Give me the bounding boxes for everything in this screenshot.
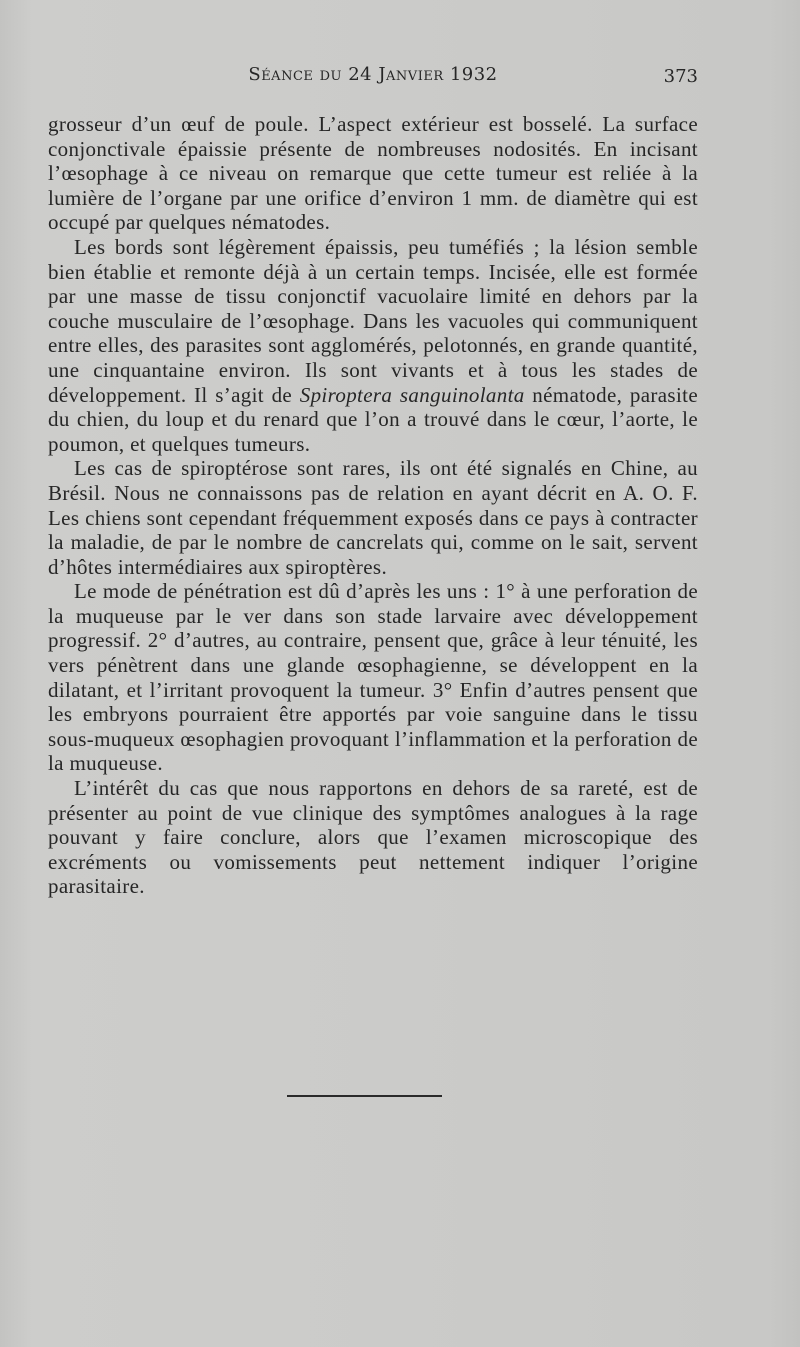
end-rule: [287, 1095, 442, 1097]
paragraph-2-continuation: nématode, parasite du chien, du loup et du renard que l’on a trouvé dans le cœur, l’aorte, le poumon, et quelques tumeurs.: [48, 382, 698, 456]
paragraph-1: grosseur d’un œuf de poule. L’aspect extérieur est bosselé. La surface conjonctivale épaissie présente de nombreuses nodosités. En incisant l’œsophage à ce niveau on remarque que cette tumeur est reliée à la lumière de l’organe par une orifice d’environ 1 mm. de diamètre qui est occupé par quelques nématodes.: [48, 112, 698, 235]
paragraph-2: [48, 235, 698, 456]
page-number: 373: [663, 66, 698, 87]
paragraph-2-text: Les bords sont légèrement épaissis, peu tuméfiés ; la lésion semble bien établie et remonte déjà à un certain temps. Incisée, elle est formée par une masse de tissu conjonctif vacuolaire limité en dehors par la couche musculaire de l’œsophage. Dans les vacuoles qui communiquent entre elles, des parasites sont agglomérés, pelotonnés, en grande quantité, une cinquantaine environ. Ils sont vivants et à tous les stades de développement. Il s’agit de: [48, 234, 698, 407]
running-head: Séance du 24 Janvier 1932: [248, 64, 498, 85]
page-header: [48, 64, 698, 94]
species-name: Spiroptera sanguinolanta: [299, 382, 525, 407]
paragraph-3: Les cas de spiroptérose sont rares, ils ont été signalés en Chine, au Brésil. Nous ne connaissons pas de relation en ayant décrit en A. O. F. Les chiens sont cependant fréquemment exposés dans ce pays à contracter la maladie, de par le nombre de cancrelats qui, comme on le sait, servent d’hôtes intermédiaires aux spiroptères.: [48, 456, 698, 579]
body-text: [48, 112, 698, 899]
paragraph-4: Le mode de pénétration est dû d’après les uns : 1° à une perforation de la muqueuse par le ver dans son stade larvaire avec développement progressif. 2° d’autres, au contraire, pensent que, grâce à leur ténuité, les vers pénètrent dans une glande œsophagienne, se développent en la dilatant, et l’irritant provoquent la tumeur. 3° Enfin d’autres pensent que les embryons pourraient être apportés par voie sanguine dans le tissu sous-muqueux œsophagien provoquant l’inflammation et la perforation de la muqueuse.: [48, 579, 698, 776]
paragraph-5: L’intérêt du cas que nous rapportons en dehors de sa rareté, est de présenter au point de vue clinique des symptômes analogues à la rage pouvant y faire conclure, alors que l’examen microscopique des excréments ou vomissements peut nettement indiquer l’origine parasitaire.: [48, 776, 698, 899]
